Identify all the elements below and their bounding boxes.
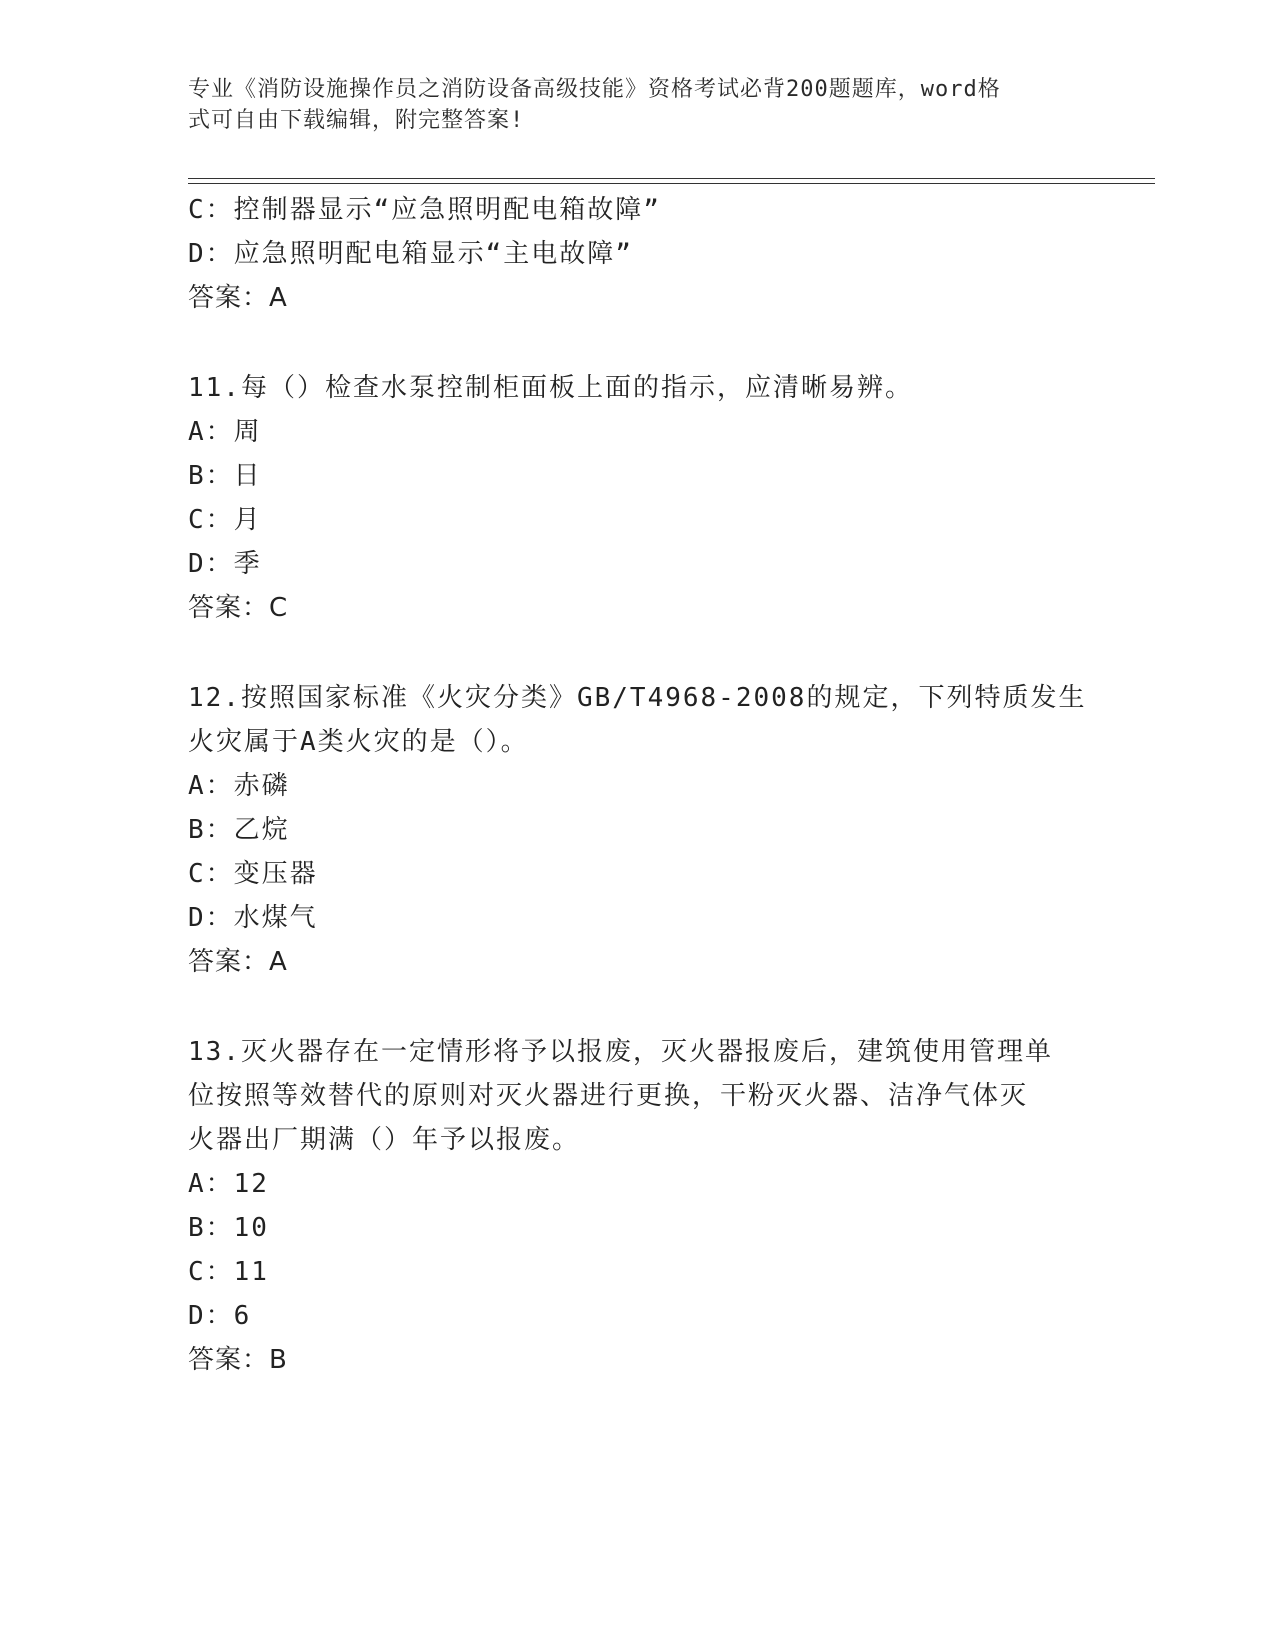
option-d: D：水煤气 [188,903,318,933]
answer-line: 答案：A [188,947,288,977]
option-c: C：月 [188,505,262,535]
question-stem-line-1: 13.灭火器存在一定情形将予以报废，灭火器报废后，建筑使用管理单 [188,1037,1053,1067]
option-a: A：赤磷 [188,771,290,801]
question-stem: 11.每（）检查水泵控制柜面板上面的指示，应清晰易辨。 [188,373,913,403]
answer-line: 答案：A [188,283,288,313]
option-c: C：11 [188,1257,269,1287]
question-stem-line-2: 位按照等效替代的原则对灭火器进行更换，干粉灭火器、洁净气体灭 [188,1081,1029,1111]
header-divider-top [188,178,1155,179]
option-c: C：控制器显示“应急照明配电箱故障” [188,195,661,225]
option-d: D：季 [188,549,262,579]
option-d: D：6 [188,1301,252,1331]
answer-line: 答案：C [188,593,289,623]
header-divider-bottom [188,183,1155,184]
option-c: C：变压器 [188,859,318,889]
option-a: A：12 [188,1169,269,1199]
header-line-2: 式可自由下载编辑，附完整答案! [188,108,525,133]
option-b: B：10 [188,1213,269,1243]
header-line-1: 专业《消防设施操作员之消防设备高级技能》资格考试必背200题题库，word格 [188,77,1001,102]
document-header [188,74,1088,136]
option-b: B：乙烷 [188,815,290,845]
answer-line: 答案：B [188,1345,288,1375]
question-stem-line-2: 火灾属于A类火灾的是（）。 [188,727,529,757]
option-a: A：周 [188,417,262,447]
option-d: D：应急照明配电箱显示“主电故障” [188,239,633,269]
question-stem-line-3: 火器出厂期满（）年予以报废。 [188,1125,581,1155]
option-b: B：日 [188,461,262,491]
question-stem-line-1: 12.按照国家标准《火灾分类》GB/T4968-2008的规定，下列特质发生 [188,683,1087,713]
